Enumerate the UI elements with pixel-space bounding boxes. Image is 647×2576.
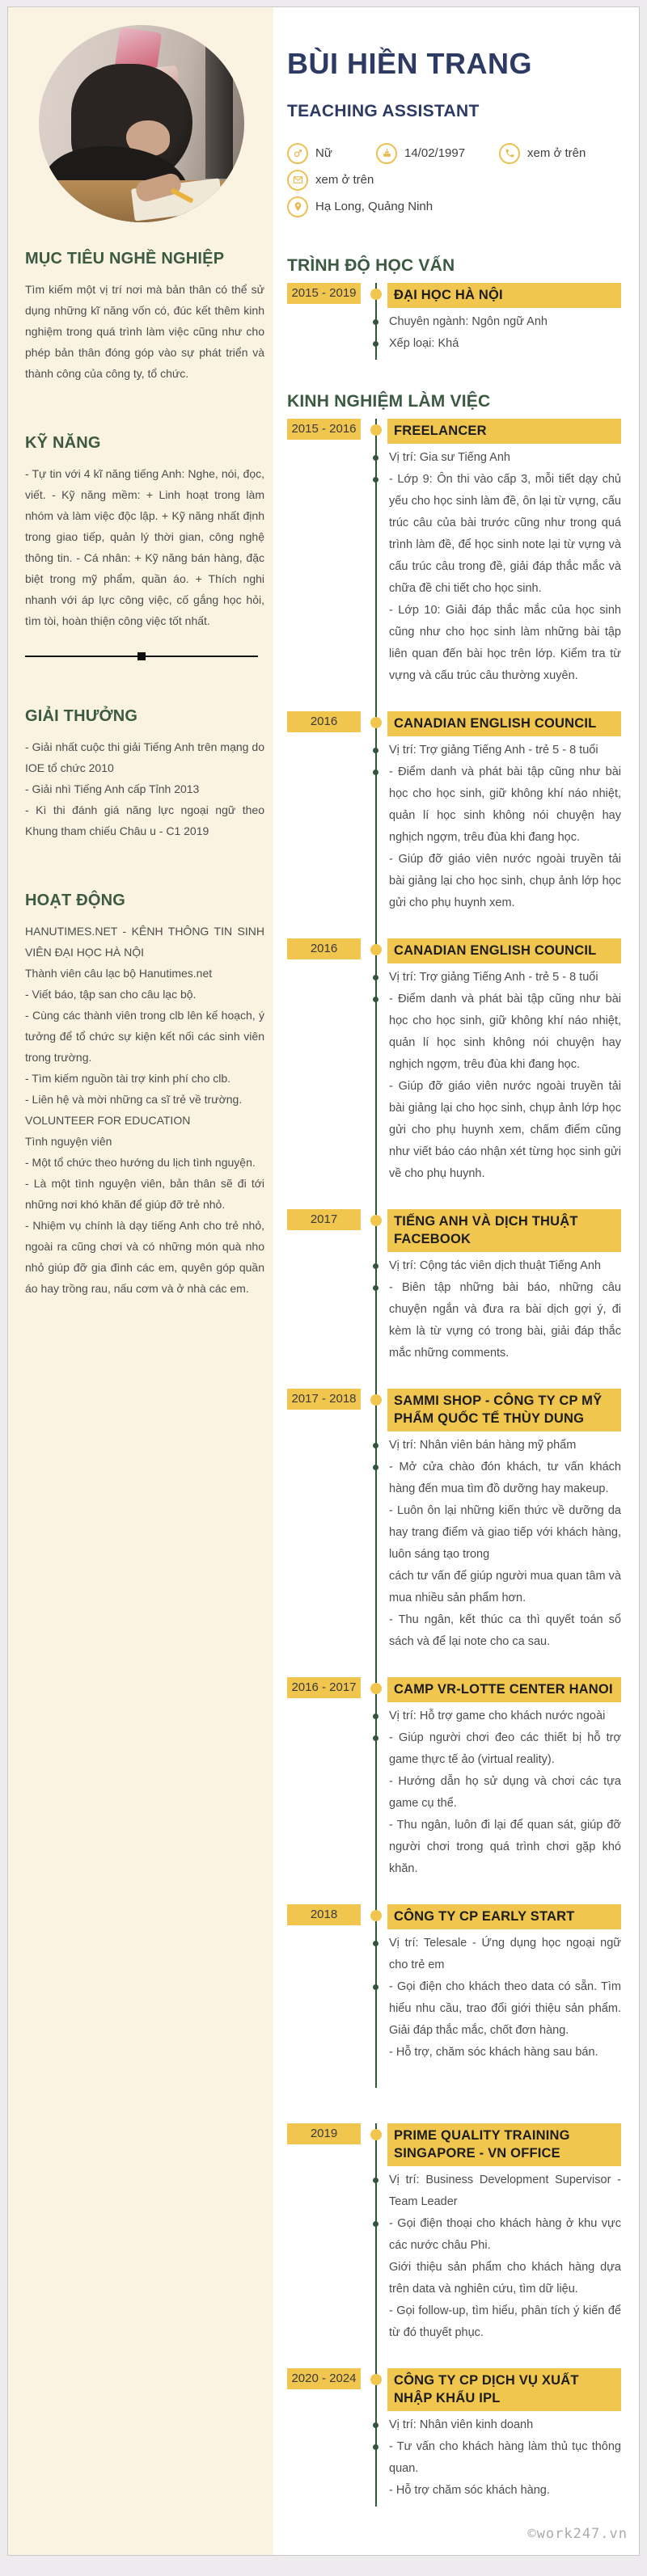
contact-item — [376, 143, 499, 164]
period-badge: 2015 - 2019 — [287, 283, 361, 304]
entry-title: CANADIAN ENGLISH COUNCIL — [387, 938, 621, 963]
period-badge: 2016 — [287, 938, 361, 959]
activity-line: - Nhiệm vụ chính là dạy tiếng Anh cho trẻ nhỏ, ngoài ra cũng chơi và có những món quà nho nhỏ giúp đỡ gia đình các em, quyên góp quần áo hay trồng rau, nấu cơm và ở nhà các em. — [25, 1219, 264, 1295]
location-icon — [287, 196, 308, 217]
entry-period-column — [287, 2123, 375, 2368]
activity-line: VOLUNTEER FOR EDUCATION — [25, 1114, 191, 1127]
contact-text: Hạ Long, Quảng Ninh — [315, 200, 433, 214]
section-divider — [25, 656, 258, 657]
awards-list — [19, 736, 264, 841]
entry-content — [375, 1209, 621, 1389]
entry-detail: - Điểm danh và phát bài tập cũng như bài học cho học sinh, giữ không khí náo nhiệt, quản lí học sinh không nói chuyện hay nghịch ngợm, trêu đùa khi đang học. — [387, 989, 621, 1076]
email-icon — [287, 170, 308, 191]
entry-detail: - Giúp đỡ giáo viên nước ngoài truyền tải bài giảng lại cho học sinh, chụp ảnh lớp học gửi cho phụ huynh xem. — [389, 852, 621, 909]
activity-line: - Là một tình nguyện viên, bản thân sẽ đi tới những nơi khó khăn để giúp đỡ trẻ nhỏ. — [25, 1177, 264, 1211]
entry-position: Vị trí: Trợ giảng Tiếng Anh - trẻ 5 - 8 tuổi — [387, 740, 621, 761]
contact-row — [287, 196, 621, 217]
entry-title: PRIME QUALITY TRAINING SINGAPORE - VN OFFICE — [387, 2123, 621, 2166]
entry-period-column — [287, 283, 375, 360]
entry-period-column — [287, 1389, 375, 1677]
experience-entry — [287, 938, 621, 1209]
entry-detail: - Gọi điện thoại cho khách hàng ở khu vực các nước châu Phi. — [387, 2213, 621, 2257]
entry-position: Vị trí: Business Development Supervisor - Team Leader — [387, 2169, 621, 2213]
experience-entry — [287, 1389, 621, 1677]
entry-detail: cách tư vấn để giúp người mua quan tâm và mua nhiều sản phẩm hơn. — [389, 1569, 621, 1604]
entry-detail: - Luôn ôn lại những kiến thức về dưỡng da hay trang điểm và giao tiếp với khách hàng, luôn sáng tạo trong — [389, 1503, 621, 1561]
activity-line: - Cùng các thành viên trong clb lên kế hoạch, ý tưởng để tổ chức sự kiện kết nối các sinh viên trong trường. — [25, 1009, 264, 1064]
period-badge: 2017 — [287, 1209, 361, 1230]
experience-entry — [287, 1209, 621, 1389]
period-badge: 2017 - 2018 — [287, 1389, 361, 1410]
cv-page — [7, 6, 640, 2556]
period-badge: 2019 — [287, 2123, 361, 2144]
activities-list — [19, 921, 264, 1299]
activity-line: - Liên hệ và mời những ca sĩ trẻ về trường. — [25, 1093, 243, 1106]
entry-position: Vị trí: Trợ giảng Tiếng Anh - trẻ 5 - 8 tuổi — [387, 967, 621, 989]
entry-content — [375, 1904, 621, 2088]
main-column — [273, 7, 639, 2555]
entry-detail: - Điểm danh và phát bài tập cũng như bài học cho học sinh, giữ không khí náo nhiệt, quản lí học sinh không nói chuyện hay nghịch ngợm, trêu đùa khi đang học. — [387, 761, 621, 849]
objective-section — [19, 250, 264, 384]
experience-entry — [287, 711, 621, 938]
entry-detail: - Mở cửa chào đón khách, tư vấn khách hàng đến mua tìm đồ dưỡng hay makeup. — [387, 1457, 621, 1500]
entry-period-column — [287, 2368, 375, 2506]
award-item: - Giải nhì Tiếng Anh cấp Tỉnh 2013 — [25, 782, 200, 795]
contact-row — [287, 170, 621, 191]
period-badge: 2016 - 2017 — [287, 1677, 361, 1698]
entry-title: ĐẠI HỌC HÀ NỘI — [387, 283, 621, 308]
entry-title: CÔNG TY CP DỊCH VỤ XUẤT NHẬP KHẨU IPL — [387, 2368, 621, 2411]
activity-line: - Viết báo, tập san cho câu lạc bộ. — [25, 988, 197, 1001]
experience-heading: KINH NGHIỆM LÀM VIỆC — [287, 391, 491, 411]
entry-detail: - Thu ngân, luôn đi lại để quan sát, giúp đỡ người chơi trong quá trình chơi gặp khó khăn. — [389, 1818, 621, 1875]
entry-detail: - Giúp người chơi đeo các thiết bị hỗ trợ game thực tế ảo (virtual reality). — [387, 1727, 621, 1771]
education-heading: TRÌNH ĐỘ HỌC VẤN — [287, 255, 455, 275]
activity-line: Thành viên câu lạc bộ Hanutimes.net — [25, 967, 213, 980]
entry-title: SAMMI SHOP - CÔNG TY CP MỸ PHẨM QUỐC TẾ THÙY DUNG — [387, 1389, 621, 1431]
entry-content — [375, 1389, 621, 1677]
experience-entry — [287, 2368, 621, 2506]
period-badge: 2018 — [287, 1904, 361, 1925]
activity-line: Tình nguyện viên — [25, 1135, 112, 1148]
entry-title: CANADIAN ENGLISH COUNCIL — [387, 711, 621, 736]
entry-content — [375, 283, 621, 360]
entry-period-column — [287, 938, 375, 1209]
person-name: BÙI HIỀN TRANG — [287, 47, 532, 80]
entry-detail: - Lớp 10: Giải đáp thắc mắc của học sinh cũng như cho học sinh làm những bài tập liên quan đến bài học trên lớp. Kiểm tra từ vựng và cấu trúc câu thường xuyên. — [389, 603, 621, 682]
contact-item — [287, 170, 374, 191]
sidebar — [8, 7, 273, 2555]
skills-section — [19, 434, 264, 657]
award-item: - Giải nhất cuộc thi giải Tiếng Anh trên mạng do IOE tổ chức 2010 — [25, 740, 264, 774]
phone-icon — [499, 143, 520, 164]
photo-decoration — [205, 25, 233, 179]
entry-title: CÔNG TY CP EARLY START — [387, 1904, 621, 1929]
period-badge: 2020 - 2024 — [287, 2368, 361, 2389]
entry-content — [375, 2368, 621, 2506]
entry-detail: - Hỗ trợ chăm sóc khách hàng. — [389, 2483, 550, 2497]
activity-line: - Một tổ chức theo hướng du lịch tình nguyện. — [25, 1156, 256, 1169]
entry-detail: Xếp loại: Khá — [387, 333, 621, 355]
experience-entry — [287, 1677, 621, 1904]
entry-position: Vị trí: Nhân viên bán hàng mỹ phẩm — [387, 1435, 621, 1457]
experience-section — [287, 392, 621, 2506]
entry-content — [375, 1677, 621, 1904]
entry-period-column — [287, 419, 375, 711]
education-section — [287, 256, 621, 360]
experience-entry — [287, 1904, 621, 2088]
contact-text: xem ở trên — [527, 146, 586, 161]
entry-detail: Giới thiệu sản phẩm cho khách hàng dựa trên data và nghiên cứu, tìm dữ liệu. — [389, 2260, 621, 2296]
entry-position: Vị trí: Gia sư Tiếng Anh — [387, 447, 621, 469]
activities-section — [19, 892, 264, 1299]
experience-entries — [287, 419, 621, 2506]
entry-detail: - Hướng dẫn họ sử dụng và chơi các tựa game cụ thể. — [389, 1774, 621, 1810]
entry-detail: - Thu ngân, kết thúc ca thì quyết toán sổ sách và để lại note cho ca sau. — [389, 1613, 621, 1648]
entry-period-column — [287, 1209, 375, 1389]
entry-content — [375, 711, 621, 938]
entry-detail: - Gọi điện cho khách theo data có sẵn. Tìm hiểu nhu cầu, trao đổi giới thiệu sản phẩm. Giải đáp thắc mắc, chốt đơn hàng. — [387, 1976, 621, 2042]
skills-text: - Tự tin với 4 kĩ năng tiếng Anh: Nghe, nói, đọc, viết. - Kỹ năng mềm: + Linh hoạt trong làm nhóm và làm việc độc lập. + Kỹ năng nhất định trong giao tiếp, quản lý thời gian, công nghệ thông tin. - Cá nhân: + Kỹ năng bán hàng, đặc biệt trong mỹ phẩm, quần áo. + Thích nghi nhanh với áp lực công việc, cố gắng học hỏi, tìm tòi, hoàn thiện công việc tốt nhất. — [25, 467, 264, 627]
activity-line: HANUTIMES.NET - KÊNH THÔNG TIN SINH VIÊN ĐẠI HỌC HÀ NỘI — [25, 925, 264, 959]
entry-detail: Chuyên ngành: Ngôn ngữ Anh — [387, 311, 621, 333]
contact-text: xem ở trên — [315, 173, 374, 188]
entry-detail: - Lớp 9: Ôn thi vào cấp 3, mỗi tiết dạy chủ yếu cho học sinh làm đề, ôn lại từ vựng, cấu trúc câu của bài trước cũng như trong quá trình làm đề, để học sinh note lại từ vựng và cấu trúc câu trong đề, giải đáp thắc mắc và chữa đề chi tiết cho học sinh. — [387, 469, 621, 600]
entry-detail: - Hỗ trợ, chăm sóc khách hàng sau bán. — [389, 2045, 598, 2059]
person-job-title: TEACHING ASSISTANT — [287, 101, 480, 120]
entry-content — [375, 419, 621, 711]
entry-period-column — [287, 1904, 375, 2088]
contact-item — [287, 196, 433, 217]
experience-entry — [287, 2123, 621, 2368]
entry-title: TIẾNG ANH VÀ DỊCH THUẬT FACEBOOK — [387, 1209, 621, 1252]
skills-heading: KỸ NĂNG — [25, 434, 101, 452]
awards-heading: GIẢI THƯỞNG — [25, 707, 138, 725]
contact-text: Nữ — [315, 146, 332, 161]
entry-position: Vị trí: Cộng tác viên dịch thuật Tiếng Anh — [387, 1255, 621, 1277]
entry-position: Vị trí: Telesale - Ứng dụng học ngoại ngữ cho trẻ em — [387, 1933, 621, 1976]
entry-position: Vị trí: Hỗ trợ game cho khách nước ngoài — [387, 1705, 621, 1727]
entry-title: CAMP VR-LOTTE CENTER HANOI — [387, 1677, 621, 1702]
entry-position: Vị trí: Nhân viên kinh doanh — [387, 2414, 621, 2436]
activities-heading: HOẠT ĐỘNG — [25, 892, 126, 909]
contact-item — [499, 143, 586, 164]
watermark: ©work247.vn — [527, 2525, 628, 2542]
entry-detail: - Tư vấn cho khách hàng làm thủ tục thông quan. — [387, 2436, 621, 2480]
award-item: - Kì thi đánh giá năng lực ngoại ngữ theo Khung tham chiếu Châu u - C1 2019 — [25, 803, 264, 837]
entry-detail: - Giúp đỡ giáo viên nước ngoài truyền tải bài giảng lại cho học sinh, chụp ảnh lớp học gửi cho phụ huynh xem, chấm điểm cũng như viết báo cáo nhận xét từng học sinh gửi về cho phụ huynh. — [389, 1079, 621, 1180]
entry-detail: - Biên tập những bài báo, những câu chuyện ngắn và đưa ra bài dịch gợi ý, đi kèm là từ vựng có trong bài, giải đáp thắc mắc những comments. — [387, 1277, 621, 1364]
contact-list — [287, 143, 621, 217]
period-badge: 2015 - 2016 — [287, 419, 361, 440]
entry-content — [375, 938, 621, 1209]
education-entry — [287, 283, 621, 360]
entry-detail: - Gọi follow-up, tìm hiểu, phân tích ý kiến để từ đó thuyết phục. — [389, 2304, 621, 2339]
entry-period-column — [287, 711, 375, 938]
entry-period-column — [287, 1677, 375, 1904]
education-entries — [287, 283, 621, 360]
contact-row — [287, 143, 621, 164]
entry-content — [375, 2123, 621, 2368]
awards-section — [19, 707, 264, 841]
profile-photo — [39, 25, 244, 222]
objective-heading: MỤC TIÊU NGHỀ NGHIỆP — [25, 250, 225, 268]
objective-text: Tìm kiếm một vị trí nơi mà bản thân có thể sử dụng những kĩ năng vốn có, đúc kết thêm kinh nghiệm trong quá trình làm việc cũng như cho phép bản thân đóng góp vào sự phát triển và thành công của công ty, tổ chức. — [25, 283, 264, 380]
activity-line: - Tìm kiếm nguồn tài trợ kinh phí cho clb. — [25, 1072, 231, 1085]
contact-item — [287, 143, 376, 164]
period-badge: 2016 — [287, 711, 361, 732]
birthday-icon — [376, 143, 397, 164]
contact-text: 14/02/1997 — [404, 146, 466, 161]
entry-title: FREELANCER — [387, 419, 621, 444]
experience-entry — [287, 419, 621, 711]
gender-icon — [287, 143, 308, 164]
